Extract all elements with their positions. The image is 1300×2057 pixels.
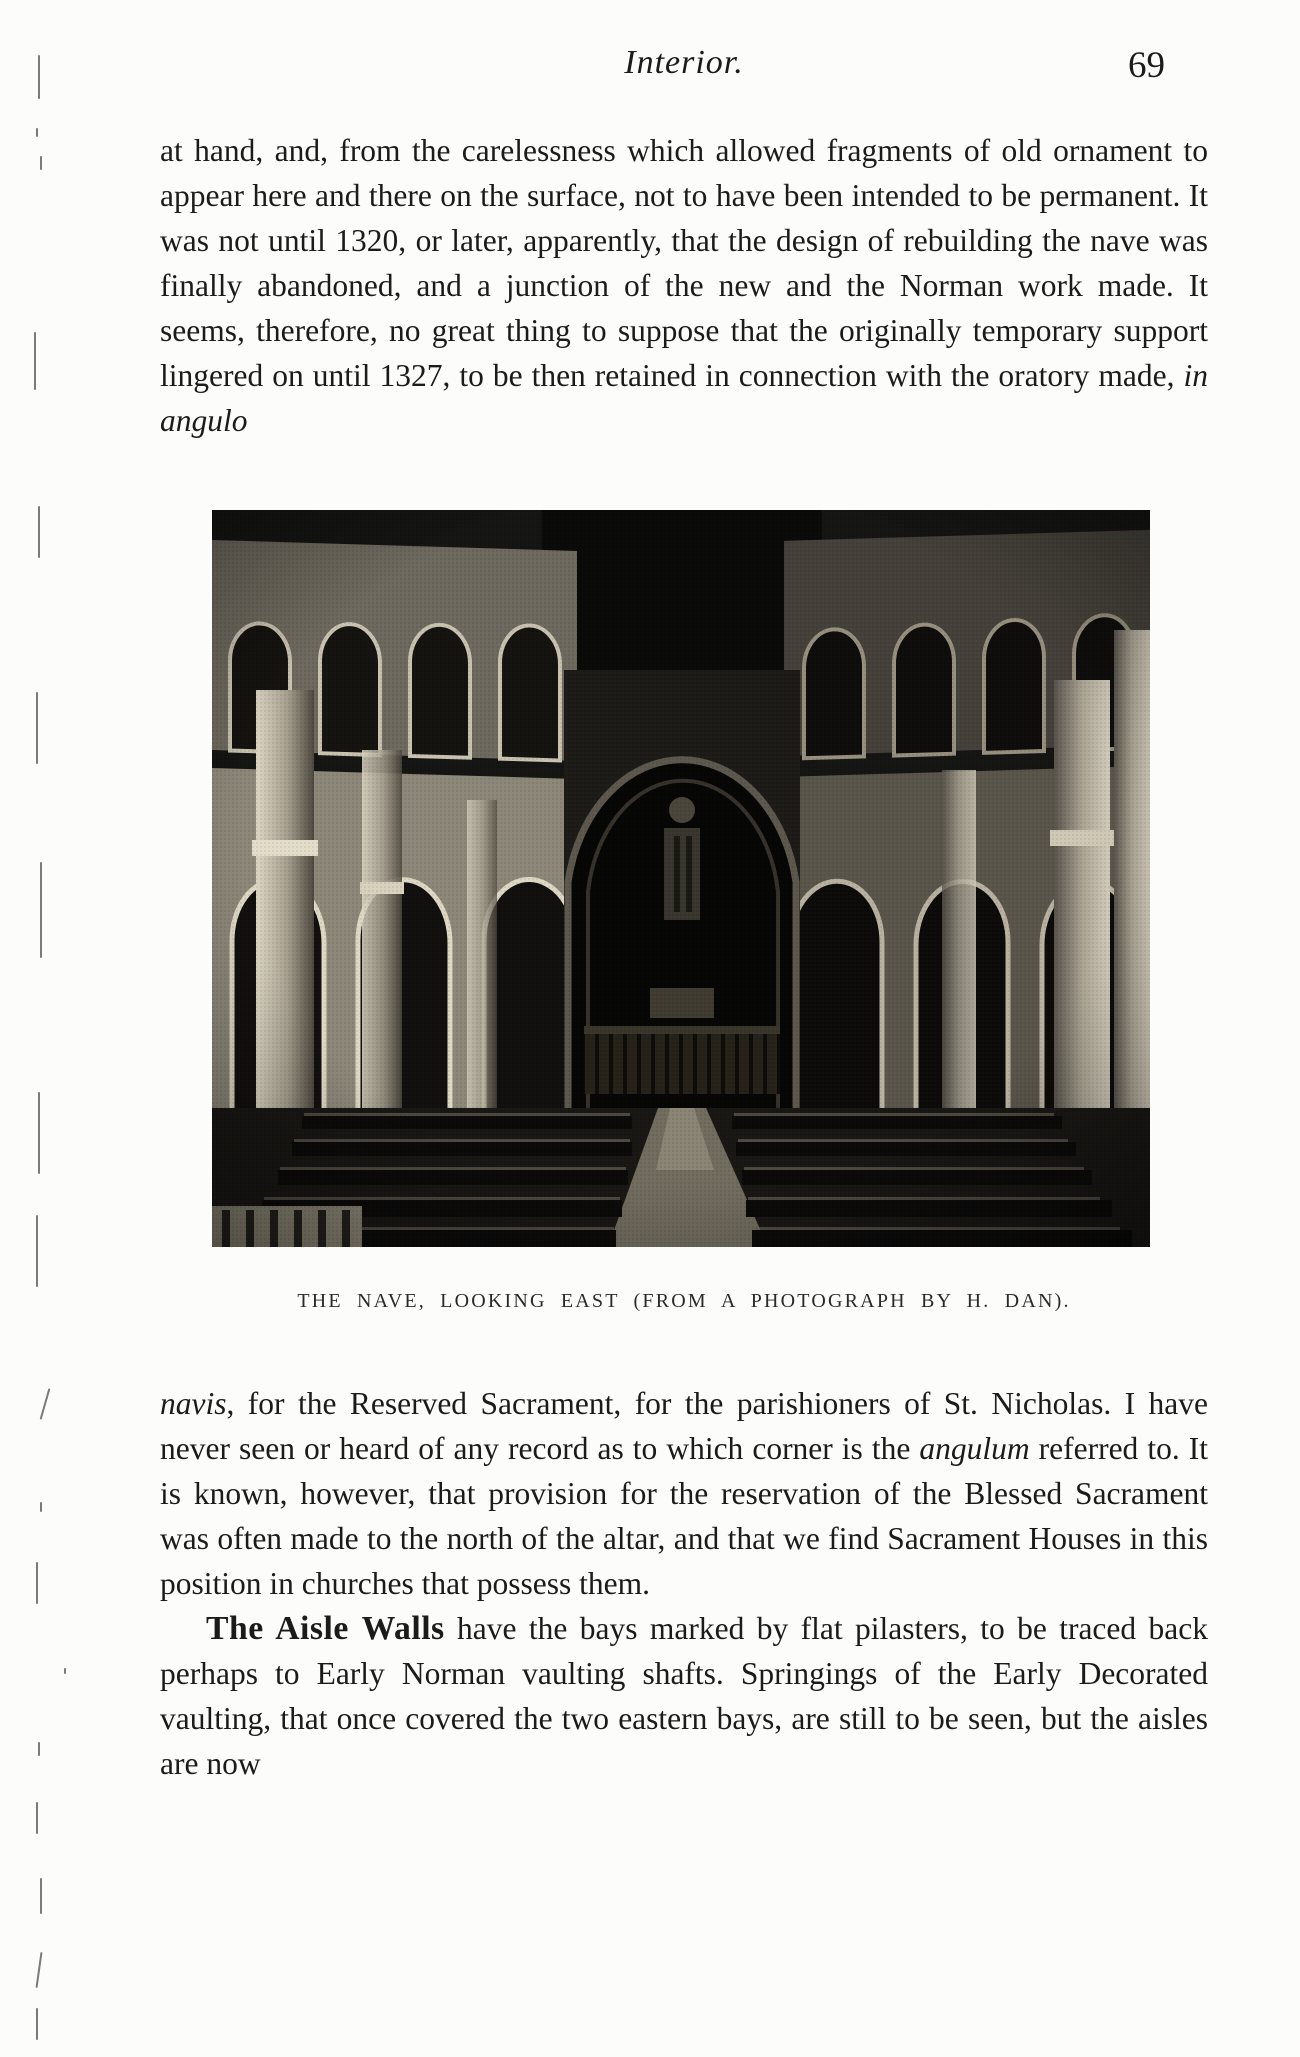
nave-photograph-illustration (212, 510, 1150, 1247)
scan-mark (38, 1092, 40, 1174)
running-head-title: Interior. (624, 44, 744, 81)
paragraph-navis-text-1: , for the Reserved Sacrament, for the parishioners of St. Nicholas. I have never seen or heard of any record as to which corner is the (160, 1386, 1208, 1466)
scan-mark (38, 506, 40, 558)
scan-mark (40, 862, 42, 958)
paragraph-upper-main: at hand, and, from the carelessness which allowed fragments of old ornament to appear here and there on the surface, not to have been intended to be permanent. It was not until 1320, or later, apparently, that the design of rebuilding the nave was finally abandoned, and a junction of the new and the Norman work made. It seems, therefore, no great thing to suppose that the originally temporary support lingered on until 1327, to be then retained in connection with the oratory made, (160, 133, 1208, 393)
paragraph-aisle-walls (160, 1606, 1208, 1786)
scan-mark (36, 128, 38, 137)
scan-mark (38, 55, 40, 99)
scan-mark (38, 1742, 40, 1756)
scan-mark (40, 1502, 42, 1512)
scan-mark (40, 156, 42, 170)
scan-mark (34, 332, 36, 390)
scan-mark (36, 692, 38, 764)
scan-mark (36, 2008, 38, 2040)
scan-mark (36, 1562, 38, 1604)
scan-mark (36, 1802, 38, 1834)
aisle-walls-heading: The Aisle Walls (206, 1610, 445, 1647)
scan-mark (36, 1952, 43, 1988)
scan-mark (40, 1878, 42, 1914)
nave-photograph-figure (212, 510, 1150, 1247)
scan-mark (64, 1668, 66, 1674)
page-number: 69 (1128, 45, 1165, 86)
latin-word-angulum: angulum (919, 1431, 1030, 1466)
scan-mark (36, 1215, 38, 1287)
latin-phrase-in-angulo: in angulo (160, 358, 1208, 438)
paragraph-aisle-walls-text: have the bays marked by flat pilasters, to be traced back perhaps to Early Norman vaulting shafts. Springings of the Early Decorated vaulting, that once covered the two eastern bays, are still to be seen, but the aisles are now (160, 1611, 1208, 1781)
paragraph-lower (160, 1381, 1208, 1786)
paragraph-navis-text-2: referred to. It is known, however, that provision for the reservation of the Blessed Sacrament was often made to the north of the altar, and that we find Sacrament Houses in this position in churches that possess them. (160, 1431, 1208, 1601)
paragraph-upper (160, 128, 1208, 443)
figure-caption: THE NAVE, LOOKING EAST (FROM A PHOTOGRAPH BY H. DAN). (297, 1290, 1071, 1312)
scan-mark (40, 1388, 51, 1419)
paragraph-upper-text (160, 128, 1208, 443)
paragraph-navis (160, 1381, 1208, 1606)
latin-word-navis: navis (160, 1386, 227, 1421)
